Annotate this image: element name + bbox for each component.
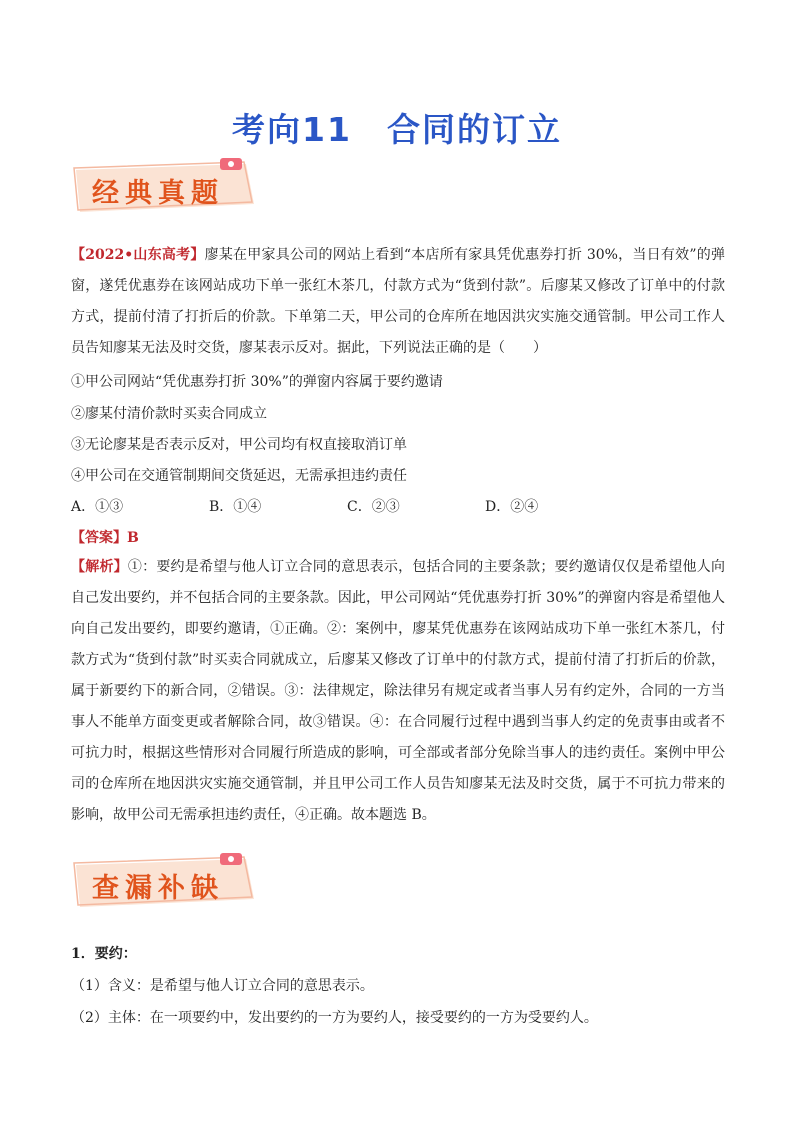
analysis-text: ①：要约是希望与他人订立合同的意思表示，包括合同的主要条款；要约邀请仅仅是希望他人向自己发出要约，并不包括合同的主要条款。因此，甲公司网站“凭优惠券打折 30%”的弹窗内容是希望他人向自己发出要约，即要约邀请，①正确。②：案例中，廖某凭优惠券在该网站成功下单一张红木茶几，付款方式为“货到付款”时买卖合同就成立，后廖某又修改了订单中的付款方式，提前付清了打折后的价款，属于新要约下的新合同，②错误。③：法律规定，除法律另有规定或者当事人另有约定外，合同的一方当事人不能单方面变更或者解除合同，故③错误。④：在合同履行过程中遇到当事人约定的免责事由或者不可抗力时，根据这些情形对合同履行所造成的影响，可全部或者部分免除当事人的违约责任。案例中甲公司的仓库所在地因洪灾实施交通管制，并且甲公司工作人员告知廖某无法及时交货，属于不可抗力带来的影响，故甲公司无需承担违约责任，④正确。故本题选 B。 bbox=[71, 559, 725, 823]
page-title: 考向11 合同的订立 bbox=[232, 110, 562, 149]
supplement-item-2: （2）主体：在一项要约中，发出要约的一方为要约人，接受要约的一方为受要约人。 bbox=[71, 1010, 598, 1026]
supplement-item-1: （1）含义：是希望与他人订立合同的意思表示。 bbox=[71, 978, 374, 994]
option-b: B．①④ bbox=[209, 499, 262, 515]
analysis-paragraph bbox=[71, 552, 725, 831]
banner-label: 查漏补缺 bbox=[92, 873, 224, 904]
banner-label: 经典真题 bbox=[92, 178, 224, 209]
question-stem-text: 廖某在甲家具公司的网站上看到“本店所有家具凭优惠券打折 30%，当日有效”的弹窗，遂凭优惠券在该网站成功下单一张红木茶几，付款方式为“货到付款”。后廖某又修改了订单中的付款方式，提前付清了打折后的价款。下单第二天，甲公司的仓库所在地因洪灾实施交通管制。甲公司工作人员告知廖某无法及时交货，廖某表示反对。据此，下列说法正确的是（ ） bbox=[71, 247, 725, 356]
supplement-banner bbox=[70, 853, 260, 911]
answer-value: B bbox=[127, 530, 139, 546]
statement-4: ④甲公司在交通管制期间交货延迟，无需承担违约责任 bbox=[71, 468, 407, 484]
option-a: A．①③ bbox=[71, 499, 124, 515]
supplement-heading: 1．要约： bbox=[71, 946, 137, 962]
question-source: 【2022•山东高考】 bbox=[71, 247, 205, 263]
classic-questions-banner bbox=[70, 158, 260, 216]
answer-tag: 【答案】 bbox=[71, 530, 127, 546]
option-c: C．②③ bbox=[347, 499, 400, 515]
analysis-tag: 【解析】 bbox=[71, 559, 128, 575]
statement-2: ②廖某付清价款时买卖合同成立 bbox=[71, 406, 267, 422]
answer-line bbox=[71, 528, 139, 548]
option-d: D．②④ bbox=[485, 499, 539, 515]
question-stem bbox=[71, 240, 725, 364]
statement-3: ③无论廖某是否表示反对，甲公司均有权直接取消订单 bbox=[71, 437, 407, 453]
statement-1: ①甲公司网站“凭优惠券打折 30%”的弹窗内容属于要约邀请 bbox=[71, 374, 443, 390]
